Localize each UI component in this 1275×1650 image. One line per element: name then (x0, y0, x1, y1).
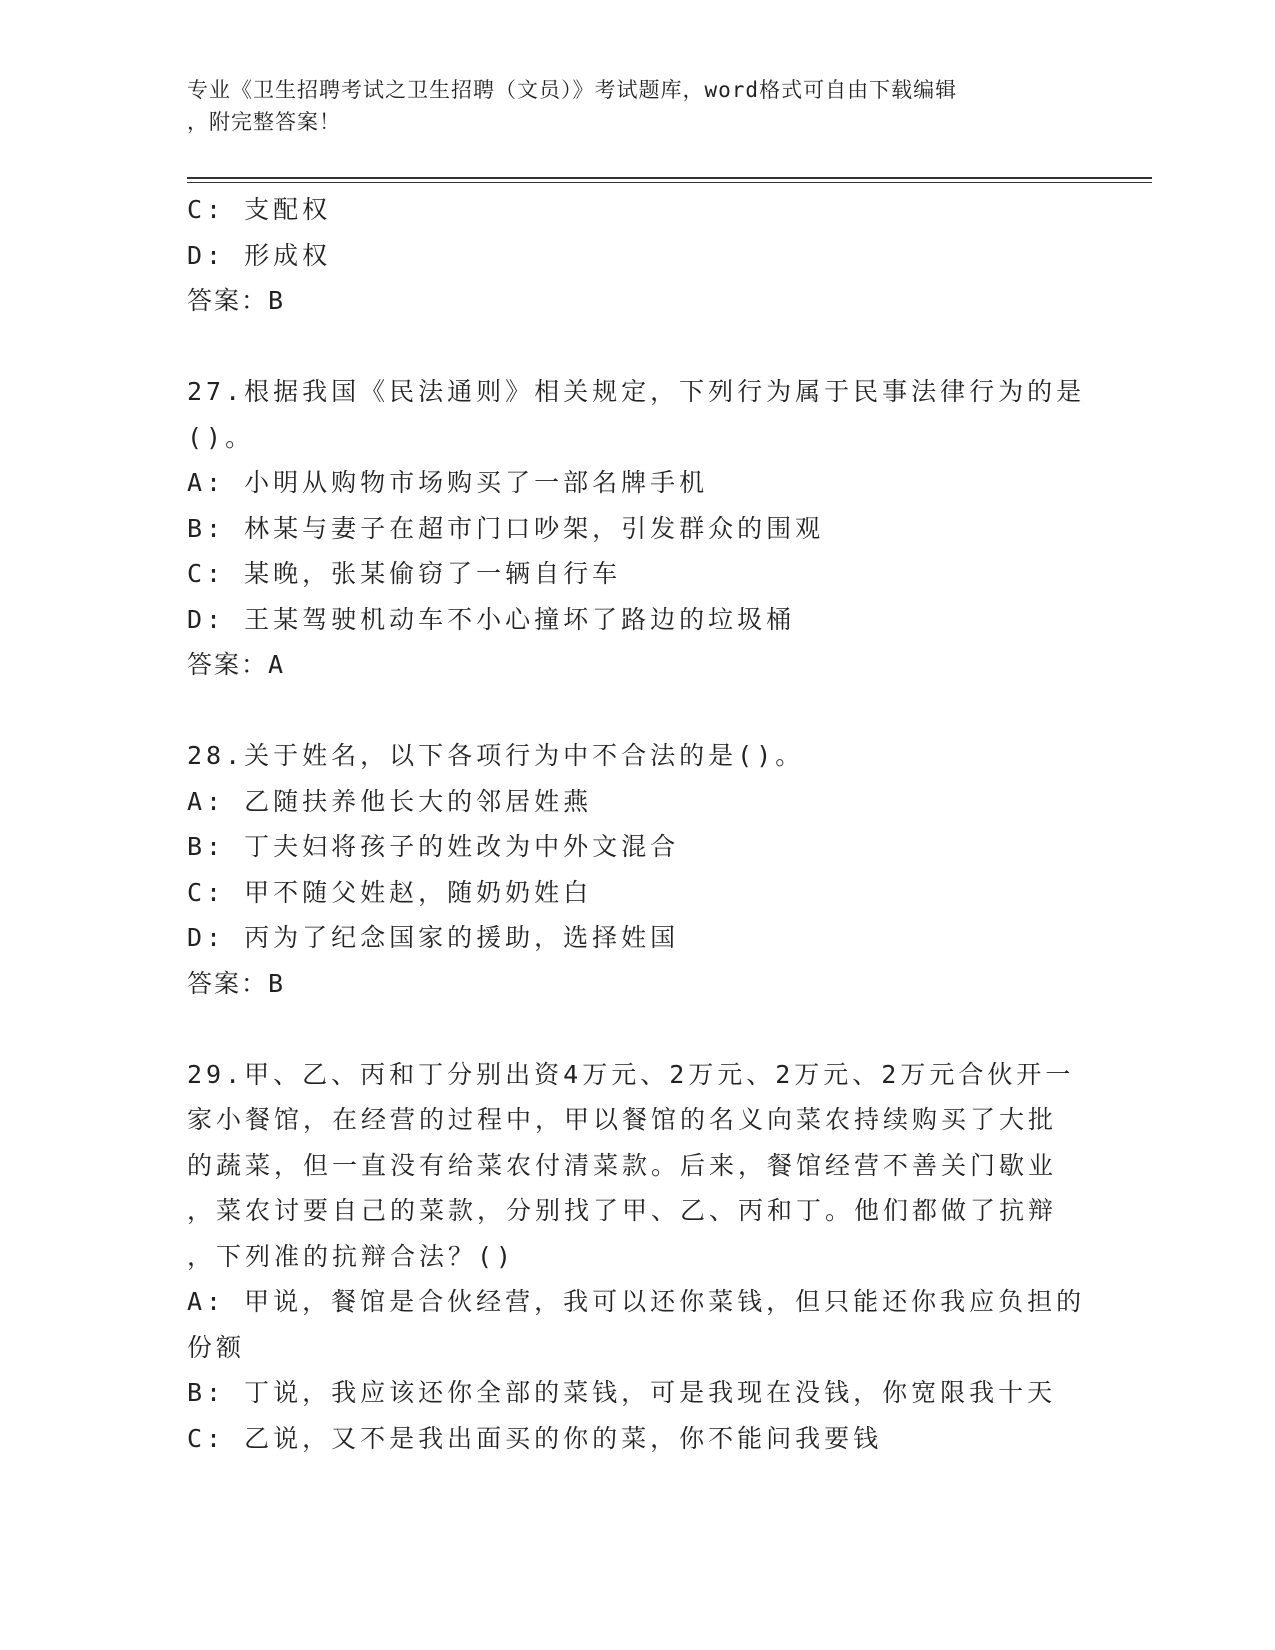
answer-value: B (268, 968, 286, 998)
option-b: B: 丁夫妇将孩子的姓改为中外文混合 (187, 832, 680, 861)
question-28 (187, 733, 1087, 1006)
header-divider-thick (187, 177, 1152, 179)
header-title-line: 专业《卫生招聘考试之卫生招聘（文员）》考试题库，word格式可自由下载编辑 (187, 78, 958, 102)
question-stem: 28.关于姓名，以下各项行为中不合法的是()。 (187, 741, 805, 770)
answer-label: 答案： (187, 968, 269, 998)
question-stem: 29.甲、乙、丙和丁分别出资4万元、2万元、2万元、2万元合伙开一 (187, 1059, 1075, 1089)
answer (187, 642, 1087, 688)
answer-value: A (268, 650, 286, 679)
option-c: C: 甲不随父姓赵，随奶奶姓白 (187, 877, 593, 907)
option-d: D: 王某驾驶机动车不小心撞坏了路边的垃圾桶 (187, 604, 796, 634)
question-stem-continuation: 家小餐馆，在经营的过程中，甲以餐馆的名义向菜农持续购买了大批 (187, 1105, 1058, 1134)
option-b: B: 丁说，我应该还你全部的菜钱，可是我现在没钱，你宽限我十天 (187, 1378, 1057, 1407)
option-a: A: 乙随扶养他长大的邻居姓燕 (187, 786, 593, 816)
answer-value: B (268, 286, 286, 315)
question-list (187, 187, 1087, 1461)
question-stem: 27.根据我国《民法通则》相关规定，下列行为属于民事法律行为的是 (187, 377, 1086, 406)
question-27 (187, 369, 1087, 688)
option-c: C: 支配权 (187, 195, 332, 224)
question-stem-continuation: ，下列准的抗辩合法？() (187, 1241, 516, 1271)
header-divider-thin (187, 182, 1152, 183)
option-d: D: 丙为了纪念国家的援助，选择姓国 (187, 923, 680, 952)
answer (187, 278, 1087, 324)
document-header (187, 74, 1067, 138)
option-c: C: 乙说，又不是我出面买的你的菜，你不能问我要钱 (187, 1423, 883, 1453)
answer-label: 答案： (187, 650, 269, 679)
option-a-continuation: 份额 (187, 1332, 246, 1362)
option-a: A: 小明从购物市场购买了一部名牌手机 (187, 468, 709, 497)
question-stem-continuation: 的蔬菜，但一直没有给菜农付清菜款。后来，餐馆经营不善关门歇业 (187, 1150, 1058, 1180)
question-stem-continuation: ()。 (187, 422, 255, 452)
header-title-continuation: ，附完整答案！ (187, 110, 341, 134)
option-d: D: 形成权 (187, 240, 332, 270)
option-b: B: 林某与妻子在超市门口吵架，引发群众的围观 (187, 513, 825, 543)
answer-label: 答案： (187, 286, 269, 315)
answer (187, 961, 1087, 1007)
option-a: A: 甲说，餐馆是合伙经营，我可以还你菜钱，但只能还你我应负担的 (187, 1287, 1086, 1316)
question-29 (187, 1052, 1087, 1462)
question-stem-continuation: ，菜农讨要自己的菜款，分别找了甲、乙、丙和丁。他们都做了抗辩 (187, 1196, 1058, 1225)
option-c: C: 某晚，张某偷窃了一辆自行车 (187, 559, 622, 588)
question-26 (187, 187, 1087, 324)
